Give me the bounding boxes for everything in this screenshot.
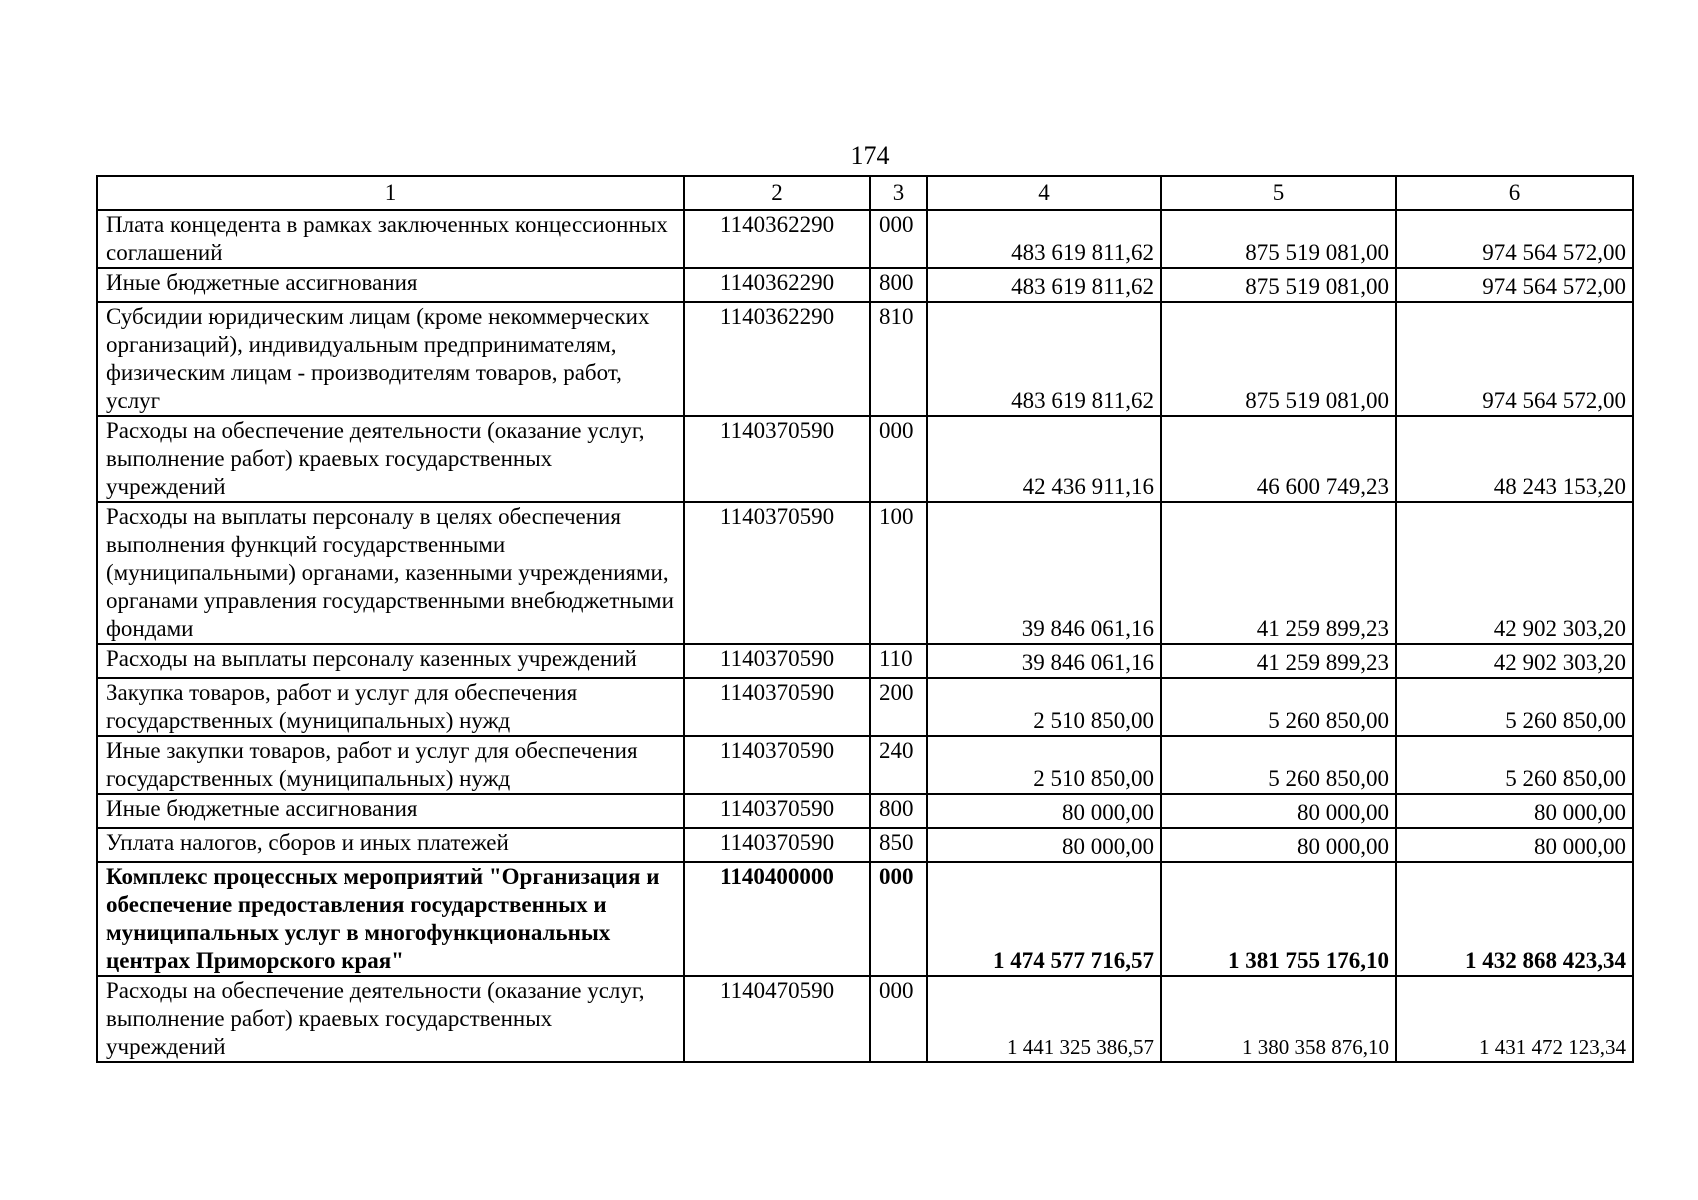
row-value-6: 48 243 153,20 [1396,416,1633,502]
row-value-4: 42 436 911,16 [927,416,1161,502]
row-code: 1140362290 [684,302,870,416]
column-header: 2 [684,176,870,210]
table-row [97,976,1633,1062]
column-header: 5 [1161,176,1396,210]
row-value-4: 39 846 061,16 [927,644,1161,678]
row-value-4: 1 474 577 716,57 [927,862,1161,976]
table-row [97,828,1633,862]
row-name: Плата концедента в рамках заключенных концессионных соглашений [97,210,684,268]
row-type: 200 [870,678,927,736]
row-value-5: 80 000,00 [1161,794,1396,828]
row-value-6: 5 260 850,00 [1396,736,1633,794]
row-name: Иные закупки товаров, работ и услуг для обеспечения государственных (муниципальных) нужд [97,736,684,794]
row-value-6: 5 260 850,00 [1396,678,1633,736]
row-value-4: 39 846 061,16 [927,502,1161,644]
table-row [97,268,1633,302]
row-code: 1140370590 [684,644,870,678]
table-row [97,736,1633,794]
row-code: 1140370590 [684,416,870,502]
row-name: Иные бюджетные ассигнования [97,794,684,828]
row-code: 1140370590 [684,736,870,794]
table-row [97,302,1633,416]
row-value-4: 80 000,00 [927,794,1161,828]
row-value-4: 1 441 325 386,57 [927,976,1161,1062]
row-value-4: 2 510 850,00 [927,736,1161,794]
row-type: 100 [870,502,927,644]
row-name: Расходы на выплаты персоналу казенных учреждений [97,644,684,678]
row-value-5: 875 519 081,00 [1161,268,1396,302]
row-code: 1140370590 [684,794,870,828]
row-value-6: 974 564 572,00 [1396,302,1633,416]
row-type: 000 [870,862,927,976]
row-value-5: 875 519 081,00 [1161,302,1396,416]
row-name: Расходы на выплаты персоналу в целях обеспечения выполнения функций государственными (муниципальными) органами, казенными учреждениями, органами управления государственными внебюджетными фондами [97,502,684,644]
row-value-5: 1 380 358 876,10 [1161,976,1396,1062]
row-type: 000 [870,416,927,502]
row-name: Субсидии юридическим лицам (кроме некоммерческих организаций), индивидуальным предпринимателям, физическим лицам - производителям товаров, работ, услуг [97,302,684,416]
row-value-6: 1 431 472 123,34 [1396,976,1633,1062]
row-value-5: 80 000,00 [1161,828,1396,862]
row-value-6: 42 902 303,20 [1396,502,1633,644]
row-value-5: 5 260 850,00 [1161,678,1396,736]
table-row [97,416,1633,502]
column-header: 3 [870,176,927,210]
row-name: Комплекс процессных мероприятий "Организация и обеспечение предоставления государственных и муниципальных услуг в многофункциональных центрах Приморского края" [97,862,684,976]
row-code: 1140370590 [684,502,870,644]
row-value-4: 483 619 811,62 [927,210,1161,268]
row-value-5: 41 259 899,23 [1161,502,1396,644]
row-value-6: 42 902 303,20 [1396,644,1633,678]
row-value-6: 80 000,00 [1396,794,1633,828]
row-value-5: 41 259 899,23 [1161,644,1396,678]
row-type: 850 [870,828,927,862]
row-value-4: 2 510 850,00 [927,678,1161,736]
table-row [97,502,1633,644]
table-row [97,794,1633,828]
column-header: 4 [927,176,1161,210]
row-name: Уплата налогов, сборов и иных платежей [97,828,684,862]
row-value-4: 483 619 811,62 [927,268,1161,302]
column-header: 6 [1396,176,1633,210]
table-row [97,210,1633,268]
row-type: 810 [870,302,927,416]
row-type: 000 [870,976,927,1062]
row-type: 800 [870,794,927,828]
row-type: 240 [870,736,927,794]
row-code: 1140362290 [684,210,870,268]
row-value-5: 875 519 081,00 [1161,210,1396,268]
row-value-5: 46 600 749,23 [1161,416,1396,502]
table-header-row [97,176,1633,210]
row-type: 110 [870,644,927,678]
row-code: 1140370590 [684,828,870,862]
row-name: Иные бюджетные ассигнования [97,268,684,302]
column-header: 1 [97,176,684,210]
table-row [97,644,1633,678]
row-name: Закупка товаров, работ и услуг для обеспечения государственных (муниципальных) нужд [97,678,684,736]
page-number: 174 [850,141,890,170]
row-value-5: 5 260 850,00 [1161,736,1396,794]
row-type: 000 [870,210,927,268]
table-row-section [97,862,1633,976]
row-code: 1140362290 [684,268,870,302]
row-code: 1140370590 [684,678,870,736]
row-name: Расходы на обеспечение деятельности (оказание услуг, выполнение работ) краевых государственных учреждений [97,976,684,1062]
row-value-5: 1 381 755 176,10 [1161,862,1396,976]
budget-table [96,175,1634,1063]
table-row [97,678,1633,736]
row-name: Расходы на обеспечение деятельности (оказание услуг, выполнение работ) краевых государственных учреждений [97,416,684,502]
row-code: 1140470590 [684,976,870,1062]
row-value-6: 1 432 868 423,34 [1396,862,1633,976]
row-value-6: 80 000,00 [1396,828,1633,862]
row-value-4: 80 000,00 [927,828,1161,862]
row-code: 1140400000 [684,862,870,976]
row-value-4: 483 619 811,62 [927,302,1161,416]
row-type: 800 [870,268,927,302]
row-value-6: 974 564 572,00 [1396,268,1633,302]
row-value-6: 974 564 572,00 [1396,210,1633,268]
